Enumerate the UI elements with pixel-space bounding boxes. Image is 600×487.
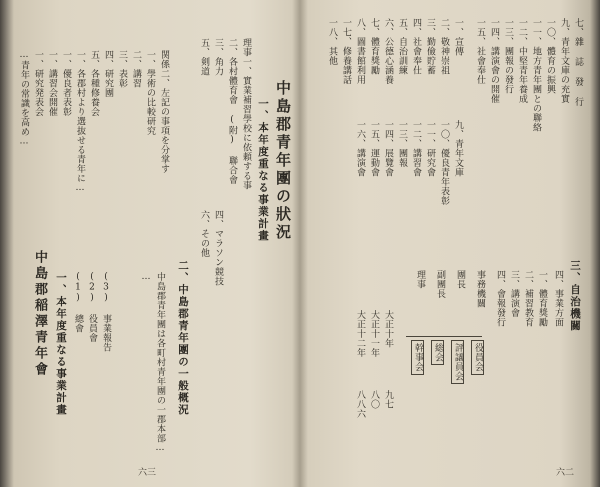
list-item: 四、社會奉仕: [411, 18, 421, 75]
list-item: 一〇、體育の振興: [545, 18, 555, 94]
list-item: 一八、其他: [327, 18, 337, 66]
text-column: 中島郡青年團は各町村青年團の一郡本部…: [155, 272, 165, 454]
org-box: 幹事会: [411, 340, 424, 375]
section-title: 中島郡青年團の狀況: [274, 80, 292, 242]
text-column: 一、優良者表彰: [61, 50, 71, 117]
text-column: 五、各種修養会: [89, 50, 99, 117]
year-label: 大正十二年: [355, 310, 365, 358]
list-item: 一〇、優良青年表彰: [439, 120, 449, 206]
text-column: 三、表彰: [117, 50, 127, 88]
org-box: 役員会: [471, 340, 484, 375]
org-box: 総会: [431, 340, 444, 365]
text-column: 二、各村體育會 (附) 聯合會: [227, 38, 237, 185]
text-column: 六、その他: [199, 210, 209, 258]
year-value: 九七: [383, 390, 393, 409]
list-item: 三、勤儉貯蓄: [425, 18, 435, 75]
list-item: 一三、團報の發行: [503, 18, 513, 94]
year-value: 八〇: [369, 390, 379, 409]
text-column: (3) 事業報告: [101, 272, 111, 352]
text-column: 一、研究発表会: [33, 50, 43, 117]
page-number: 六三: [138, 468, 157, 478]
text-column: 二、講習: [131, 50, 141, 88]
list-item: 三、講演會: [509, 270, 519, 318]
list-item: 七、雜 誌 發 行: [573, 18, 583, 107]
text-column: 関係二、左記の事項を分掌す: [159, 50, 169, 174]
text-column: 理事一、實業補習學校に依頼する事: [241, 38, 251, 190]
year-label: 大正十一年: [369, 310, 379, 358]
right-page: [306, 10, 588, 480]
list-item: 一二、中堅青年養成: [517, 18, 527, 104]
text-column: 一、講習会開催: [47, 50, 57, 117]
list-item: 一、宣傳: [453, 18, 463, 56]
list-item: 一三、團報: [397, 120, 407, 168]
org-box: 評議員会: [451, 340, 464, 384]
text-column: (2) 役員會: [87, 272, 97, 343]
list-item: 二、敬神崇祖: [439, 18, 449, 75]
text-column: 三、角力: [213, 38, 223, 76]
org-node: 副團長: [435, 270, 445, 299]
list-item: 九、青年文庫の充實: [559, 18, 569, 104]
text-column: 五、剣道: [199, 38, 209, 76]
list-item: 七、體育獎勵: [369, 18, 379, 75]
section-heading: 一、本年度重なる事業計畫: [257, 98, 269, 242]
list-item: 一五、社會奉仕: [475, 18, 485, 85]
page-number: 六二: [555, 468, 574, 478]
text-column: (1) 總會: [73, 272, 83, 333]
list-item: 一四、講演會の開催: [489, 18, 499, 104]
org-connector: [406, 336, 482, 337]
list-item: 一一、研究會: [425, 120, 435, 177]
year-label: 大正十年: [383, 310, 393, 348]
sub-heading: 二、中島郡青年團の一般概況: [177, 260, 189, 416]
left-page: [16, 10, 294, 480]
text-column: 四、研究團: [103, 50, 113, 98]
year-value: 八八六: [355, 390, 365, 419]
text-column: 一、各郡村より選抜せる青年に…: [75, 50, 85, 194]
text-column: …: [141, 272, 151, 283]
list-item: 四、會報發行: [495, 270, 505, 327]
org-node: 理事: [415, 270, 425, 289]
list-item: 六、公德心涵養: [383, 18, 393, 85]
list-item: 一七、修養講話: [341, 18, 351, 85]
list-item: 一一、地方青年團との聯絡: [531, 18, 541, 132]
list-item: 一二、講習會: [411, 120, 421, 177]
list-item: 二、補習教育: [523, 270, 533, 327]
text-column: 一、學術の比較研究: [145, 50, 155, 136]
text-column: …青年の常識を高め…: [19, 50, 29, 147]
list-item: 五、自治訓練: [397, 18, 407, 75]
list-item: 一、體育獎勵: [537, 270, 547, 327]
tomoi-heading: 一、本年度重なる事業計畫: [55, 272, 67, 416]
list-item: 一四、展覽會: [383, 120, 393, 177]
list-item: 一五、運動會: [369, 120, 379, 177]
org-title: 三、自治機關: [569, 260, 581, 332]
list-item: 九、青年文庫: [453, 120, 463, 177]
list-item: 八、圖書館利用: [355, 18, 365, 85]
list-item: 四、事業方面: [553, 270, 563, 327]
org-node: 團長: [455, 270, 465, 289]
org-node: 事務機關: [475, 270, 485, 308]
text-column: 四、マラソン競技: [213, 210, 223, 286]
list-item: 一六、講演會: [355, 120, 365, 177]
tomoi-title: 中島郡稲澤青年會: [32, 250, 47, 378]
